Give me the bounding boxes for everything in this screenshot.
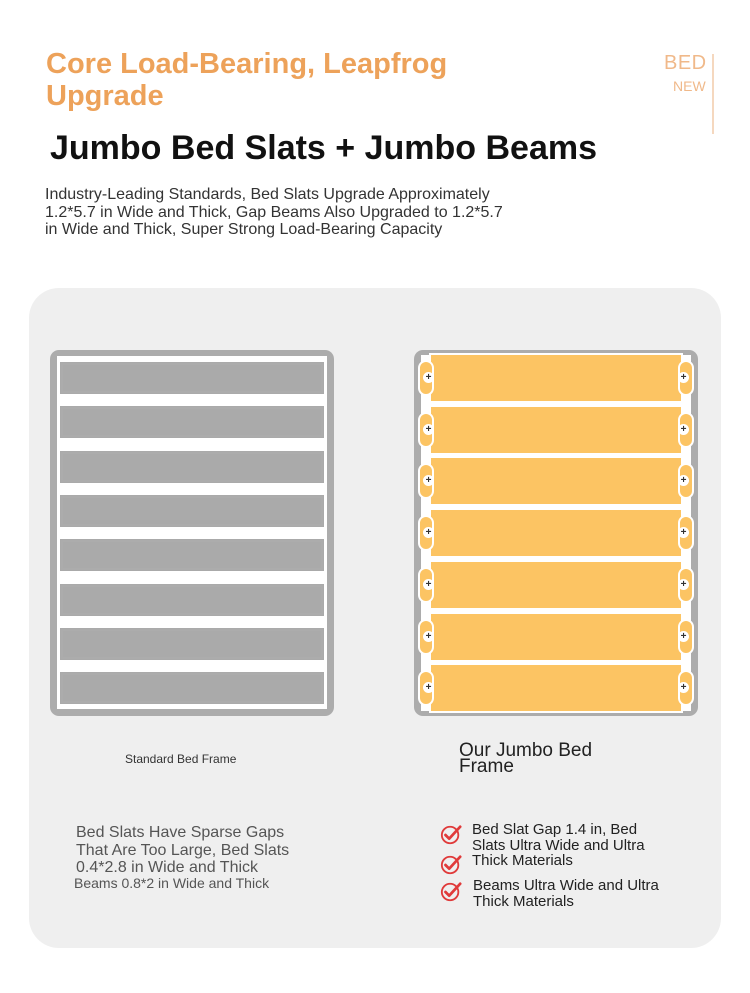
standard-slat	[59, 450, 325, 484]
standard-slat-area	[57, 356, 327, 709]
standard-note-beams: Beams 0.8*2 in Wide and Thick	[74, 875, 270, 891]
standard-beam-notch	[52, 663, 57, 673]
standard-beam-notch	[52, 397, 57, 407]
plus-icon: +	[423, 631, 434, 642]
jumbo-slat	[431, 510, 681, 556]
jumbo-frame-label: Our Jumbo Bed Frame	[459, 740, 593, 777]
standard-beam-notch	[52, 575, 57, 585]
jumbo-slat	[431, 665, 681, 711]
feature-text: Bed Slat Gap 1.4 in, Bed Slats Ultra Wide and Ultra Thick Materials	[472, 821, 645, 869]
plus-icon: +	[423, 527, 434, 538]
plus-icon: +	[678, 579, 689, 590]
standard-slat	[59, 627, 325, 661]
standard-slat	[59, 361, 325, 395]
plus-icon: +	[423, 682, 434, 693]
standard-beam-notch	[327, 397, 332, 407]
standard-beam-notch	[327, 486, 332, 496]
standard-beam-notch	[52, 619, 57, 629]
feature-item	[440, 854, 462, 881]
standard-note: Bed Slats Have Sparse Gaps That Are Too Large, Bed Slats 0.4*2.8 in Wide and Thick	[76, 824, 290, 876]
standard-beam-notch	[52, 442, 57, 452]
standard-beam-notch	[327, 663, 332, 673]
checkmark-circle-icon	[440, 881, 462, 903]
feature-text: Beams Ultra Wide and Ultra Thick Materials	[473, 877, 659, 910]
badge-new: NEW	[673, 78, 706, 94]
jumbo-slat	[431, 355, 681, 401]
plus-icon: +	[423, 424, 434, 435]
plus-icon: +	[423, 579, 434, 590]
plus-icon: +	[678, 682, 689, 693]
plus-icon: +	[423, 372, 434, 383]
standard-slat	[59, 405, 325, 439]
plus-icon: +	[678, 527, 689, 538]
plus-icon: +	[678, 475, 689, 486]
standard-beam-notch	[52, 530, 57, 540]
standard-beam-notch	[52, 486, 57, 496]
standard-beam-notch	[327, 442, 332, 452]
jumbo-slat	[431, 562, 681, 608]
badge-divider	[712, 54, 714, 134]
plus-icon: +	[678, 424, 689, 435]
standard-frame-label: Standard Bed Frame	[125, 752, 237, 766]
standard-slat	[59, 671, 325, 705]
standard-beam-notch	[327, 530, 332, 540]
standard-slat	[59, 583, 325, 617]
plus-icon: +	[678, 631, 689, 642]
feature-item	[440, 824, 462, 851]
standard-slat	[59, 494, 325, 528]
checkmark-circle-icon	[440, 854, 462, 876]
jumbo-slat	[431, 614, 681, 660]
standard-beam-notch	[327, 619, 332, 629]
header-subtitle: Core Load-Bearing, Leapfrog Upgrade	[46, 48, 448, 112]
standard-beam-notch	[327, 575, 332, 585]
plus-icon: +	[423, 475, 434, 486]
badge-bed: BED	[664, 52, 707, 74]
feature-item	[440, 881, 462, 908]
checkmark-circle-icon	[440, 824, 462, 846]
jumbo-slat	[431, 458, 681, 504]
jumbo-slat-area	[421, 355, 691, 711]
page-title: Jumbo Bed Slats + Jumbo Beams	[50, 129, 597, 167]
jumbo-slat	[431, 407, 681, 453]
plus-icon: +	[678, 372, 689, 383]
description: Industry-Leading Standards, Bed Slats Upgrade Approximately 1.2*5.7 in Wide and Thick, Gap Beams Also Upgraded to 1.2*5.7 in Wide and Thick, Super Strong Load-Bearing Capacity	[45, 186, 503, 238]
standard-slat	[59, 538, 325, 572]
